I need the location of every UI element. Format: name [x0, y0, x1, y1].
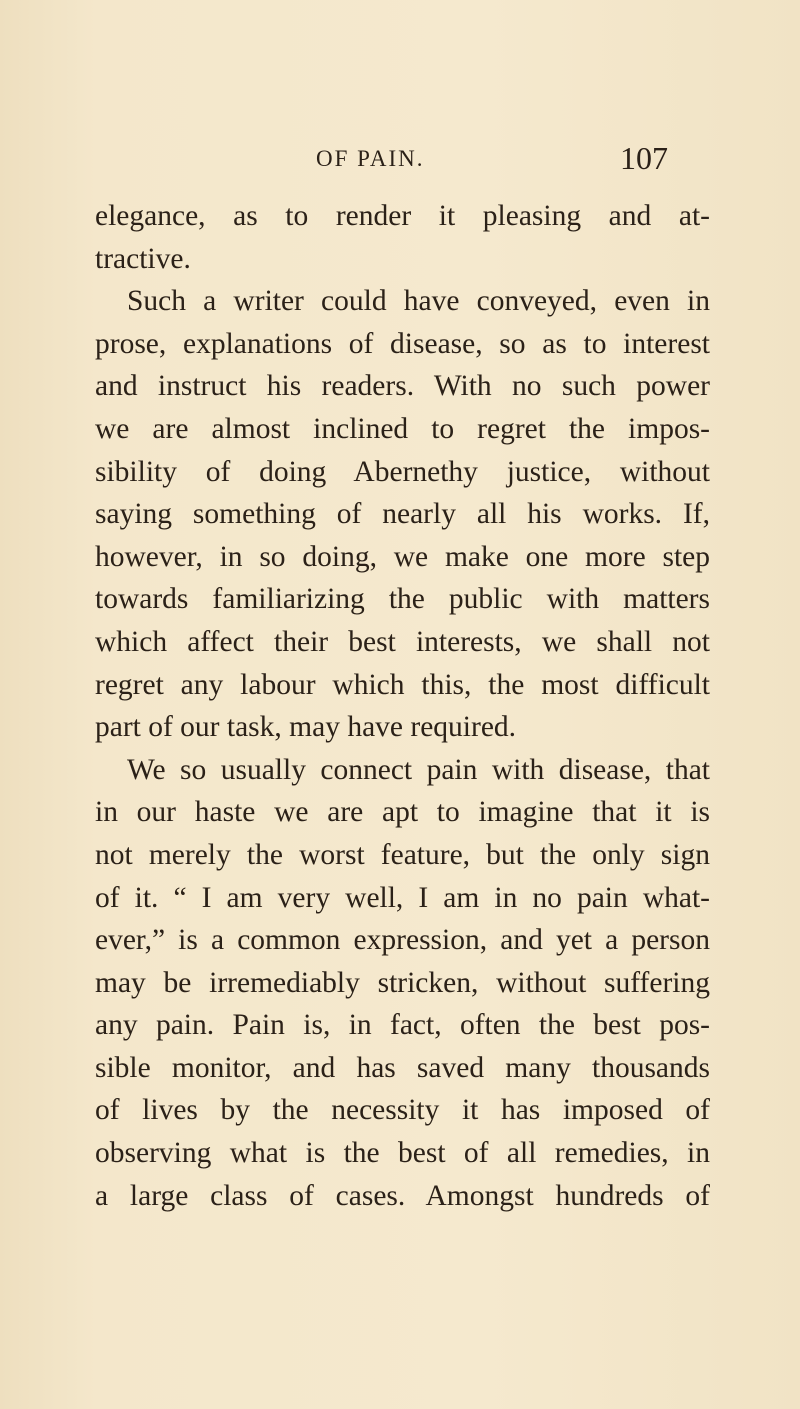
text-line: ever,” is a common expression, and yet a person [95, 924, 710, 957]
text-line: sibility of doing Abernethy justice, without [95, 455, 710, 488]
text-line: elegance, as to render it pleasing and at- [95, 200, 710, 232]
text-line: Such a writer could have conveyed, even in [127, 285, 710, 318]
text-line: towards familiarizing the public with matters [95, 583, 710, 616]
text-line: sible monitor, and has saved many thousands [95, 1051, 710, 1084]
text-line: of it. “ I am very well, I am in no pain what- [95, 881, 710, 914]
text-line: observing what is the best of all remedies, in [95, 1137, 710, 1170]
text-line: of lives by the necessity it has imposed of [95, 1094, 710, 1127]
text-line: part of our task, may have required. [95, 711, 517, 744]
page-number: 107 [620, 140, 668, 176]
text-line: a large class of cases. Amongst hundreds of [95, 1179, 710, 1212]
text-line: in our haste we are apt to imagine that it is [95, 796, 710, 829]
text-line: which affect their best interests, we shall not [95, 625, 710, 658]
running-title: OF PAIN. [316, 146, 425, 171]
text-line: however, in so doing, we make one more step [95, 540, 710, 573]
text-line: we are almost inclined to regret the impos- [95, 412, 710, 445]
text-line: not merely the worst feature, but the only sign [95, 838, 710, 871]
page-header [0, 140, 800, 180]
text-line: may be irremediably stricken, without suffering [95, 966, 710, 999]
body-text [95, 195, 710, 1217]
text-line: any pain. Pain is, in fact, often the best pos- [95, 1009, 710, 1042]
text-line: prose, explanations of disease, so as to interest [95, 327, 710, 360]
text-line: regret any labour which this, the most difficult [95, 668, 710, 701]
text-line: saying something of nearly all his works. If, [95, 498, 710, 531]
text-line: tractive. [95, 242, 191, 275]
text-line: and instruct his readers. With no such power [95, 370, 710, 403]
text-line: We so usually connect pain with disease, that [127, 753, 710, 786]
